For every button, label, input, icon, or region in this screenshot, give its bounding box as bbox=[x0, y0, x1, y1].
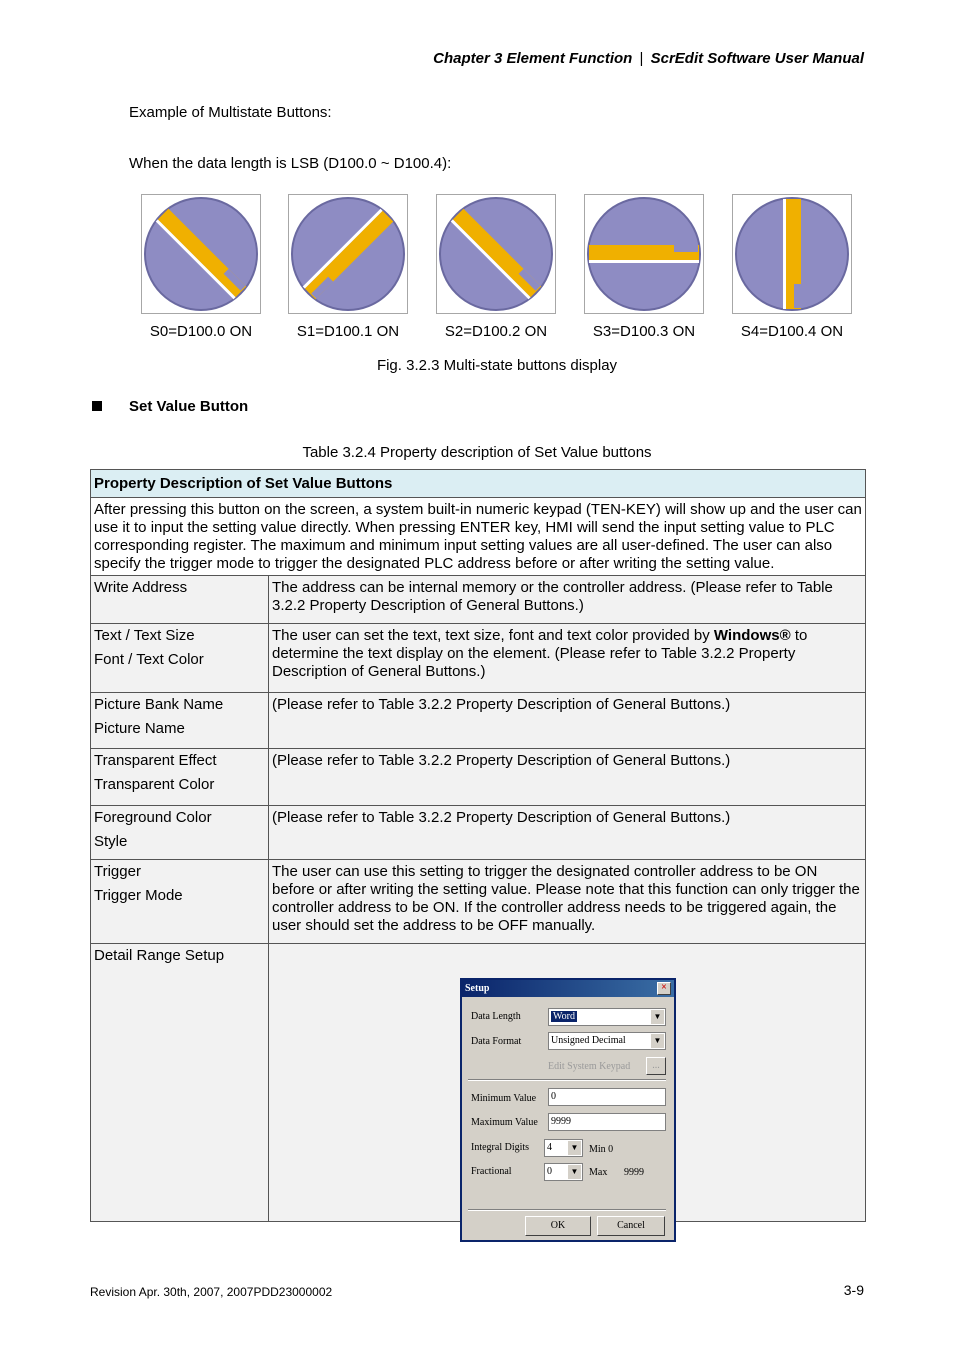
property-name-cell bbox=[91, 576, 269, 624]
property-desc: (Please refer to Table 3.2.2 Property Description of General Buttons.) bbox=[272, 752, 731, 769]
knob-graphic bbox=[289, 195, 407, 313]
table-header-row bbox=[91, 470, 866, 498]
dialog-title: Setup bbox=[465, 983, 490, 994]
table-description-row bbox=[91, 498, 866, 576]
property-name: Trigger bbox=[94, 863, 141, 880]
multistate-button[interactable] bbox=[141, 194, 261, 314]
knob-bar-highlight bbox=[783, 199, 786, 309]
table-row bbox=[91, 749, 866, 806]
cancel-button[interactable]: Cancel bbox=[597, 1216, 665, 1236]
footer-revision: Revision Apr. 30th, 2007, 2007PDD23000002 bbox=[90, 1285, 333, 1299]
chevron-down-icon[interactable]: ▼ bbox=[567, 1141, 581, 1155]
property-desc-cell bbox=[269, 693, 866, 749]
property-desc: The address can be internal memory or the controller address. (Please refer to Table 3.2.2 Property Description of General Buttons.) bbox=[272, 579, 833, 614]
table-row bbox=[91, 860, 866, 944]
knob-bar-highlight bbox=[589, 260, 699, 263]
close-icon[interactable]: × bbox=[657, 982, 671, 995]
property-desc-cell bbox=[269, 576, 866, 624]
data-length-note: When the data length is LSB (D100.0 ~ D100.4): bbox=[129, 155, 452, 172]
dialog-title-bar bbox=[462, 980, 674, 997]
property-name-secondary: Picture Name bbox=[94, 720, 185, 737]
multistate-button-caption: S2=D100.2 ON bbox=[444, 323, 548, 340]
property-name-cell bbox=[91, 693, 269, 749]
knob-bar bbox=[783, 199, 801, 309]
knob-graphic bbox=[142, 195, 260, 313]
table-row bbox=[91, 624, 866, 693]
property-desc: (Please refer to Table 3.2.2 Property Description of General Buttons.) bbox=[272, 809, 731, 826]
table-row bbox=[91, 693, 866, 749]
running-header bbox=[0, 50, 864, 67]
min-text: Min 0 bbox=[589, 1144, 614, 1155]
edit-keypad-label: Edit System Keypad bbox=[548, 1061, 631, 1072]
ok-button[interactable]: OK bbox=[525, 1216, 591, 1236]
data-length-select[interactable] bbox=[548, 1008, 666, 1026]
table-row bbox=[91, 576, 866, 624]
chevron-down-icon[interactable]: ▼ bbox=[567, 1165, 581, 1179]
property-name-cell bbox=[91, 806, 269, 860]
multistate-button-caption: S3=D100.3 ON bbox=[592, 323, 696, 340]
property-desc-cell bbox=[269, 749, 866, 806]
data-length-label: Data Length bbox=[471, 1011, 521, 1022]
multistate-button[interactable] bbox=[436, 194, 556, 314]
property-name: Foreground Color bbox=[94, 809, 212, 826]
data-format-label: Data Format bbox=[471, 1036, 522, 1047]
integral-label: Integral Digits bbox=[471, 1142, 530, 1153]
integral-value: 4 bbox=[547, 1142, 552, 1153]
table-caption: Table 3.2.4 Property description of Set Value buttons bbox=[302, 444, 652, 461]
property-name-secondary: Style bbox=[94, 833, 128, 850]
minimum-label: Minimum Value bbox=[471, 1093, 537, 1104]
fractional-label: Fractional bbox=[471, 1166, 512, 1177]
multistate-button[interactable] bbox=[288, 194, 408, 314]
property-desc-bold: Windows® bbox=[713, 627, 791, 644]
property-name: Detail Range Setup bbox=[94, 947, 225, 964]
data-format-value: Unsigned Decimal bbox=[551, 1035, 626, 1046]
data-format-select[interactable] bbox=[548, 1032, 666, 1050]
section-title: Set Value Button bbox=[129, 398, 249, 415]
property-name-secondary: Font / Text Color bbox=[94, 651, 204, 668]
property-name-cell bbox=[91, 749, 269, 806]
property-desc: The user can use this setting to trigger the designated controller address to be ON before or after writing the setting value. Please note that this function can only trigger the controller address to be ON. If the controller address needs to be triggered again, the user should set the address to be OFF manually. bbox=[272, 863, 860, 934]
chevron-down-icon[interactable]: ▼ bbox=[650, 1034, 664, 1048]
page-number: 3-9 bbox=[843, 1282, 864, 1298]
maximum-input[interactable]: 9999 bbox=[548, 1113, 666, 1131]
property-name-secondary: Transparent Color bbox=[94, 776, 215, 793]
property-name-cell bbox=[91, 860, 269, 944]
example-title: Example of Multistate Buttons: bbox=[129, 104, 332, 121]
property-desc: (Please refer to Table 3.2.2 Property Description of General Buttons.) bbox=[272, 696, 731, 713]
knob-graphic bbox=[733, 195, 851, 313]
table-header-cell: Property Description of Set Value Buttons bbox=[91, 470, 866, 498]
multistate-button[interactable] bbox=[584, 194, 704, 314]
property-name: Write Address bbox=[94, 579, 188, 596]
chevron-down-icon[interactable]: ▼ bbox=[650, 1010, 664, 1024]
chapter-title: Chapter 3 Element Function bbox=[433, 50, 633, 67]
table-description-cell: After pressing this button on the screen, a system built-in numeric keypad (TEN-KEY) will show up and the user can use it to input the setting value directly. When pressing ENTER key, HMI will send the input setting value to PLC corresponding register. The maximum and minimum input setting values are all user-defined. The user can also specify the trigger mode to trigger the designated PLC address before or after writing the setting value. bbox=[91, 498, 866, 576]
property-name: Text / Text Size bbox=[94, 627, 195, 644]
max-text: Max bbox=[589, 1167, 608, 1178]
minimum-input[interactable]: 0 bbox=[548, 1088, 666, 1106]
manual-title: ScrEdit Software User Manual bbox=[650, 50, 864, 67]
integral-select[interactable] bbox=[544, 1139, 583, 1157]
property-name: Picture Bank Name bbox=[94, 696, 224, 713]
multistate-button[interactable] bbox=[732, 194, 852, 314]
knob-bar-notch bbox=[674, 245, 698, 252]
figure-caption: Fig. 3.2.3 Multi-state buttons display bbox=[376, 357, 618, 374]
knob-graphic bbox=[585, 195, 703, 313]
divider bbox=[468, 1209, 666, 1211]
property-desc-pre: The user can set the text, text size, font and text color provided by bbox=[272, 627, 714, 644]
knob-bar-notch bbox=[794, 284, 801, 308]
multistate-button-caption: S1=D100.1 ON bbox=[296, 323, 400, 340]
property-desc-post: to determine the text display on the element. (Please refer to Table 3.2.2 Property Description of General Buttons.) bbox=[272, 627, 808, 680]
property-desc-cell bbox=[269, 860, 866, 944]
knob-bar bbox=[589, 245, 699, 263]
table-row bbox=[91, 806, 866, 860]
property-name-cell bbox=[91, 944, 269, 1222]
fractional-select[interactable] bbox=[544, 1163, 583, 1181]
property-name-cell bbox=[91, 624, 269, 693]
fractional-value: 0 bbox=[547, 1166, 552, 1177]
bullet-square-icon bbox=[92, 401, 102, 411]
maximum-label: Maximum Value bbox=[471, 1117, 538, 1128]
header-separator: | bbox=[639, 50, 644, 67]
property-name: Transparent Effect bbox=[94, 752, 217, 769]
property-desc-cell bbox=[269, 624, 866, 693]
divider bbox=[468, 1079, 666, 1081]
knob-graphic bbox=[437, 195, 555, 313]
multistate-button-caption: S0=D100.0 ON bbox=[149, 323, 253, 340]
max-value: 9999 bbox=[624, 1167, 644, 1178]
property-name-secondary: Trigger Mode bbox=[94, 887, 183, 904]
property-desc-cell bbox=[269, 806, 866, 860]
setup-dialog bbox=[460, 978, 676, 1242]
multistate-button-caption: S4=D100.4 ON bbox=[740, 323, 844, 340]
data-length-value: Word bbox=[553, 1011, 575, 1022]
edit-keypad-button[interactable]: ... bbox=[646, 1057, 666, 1075]
